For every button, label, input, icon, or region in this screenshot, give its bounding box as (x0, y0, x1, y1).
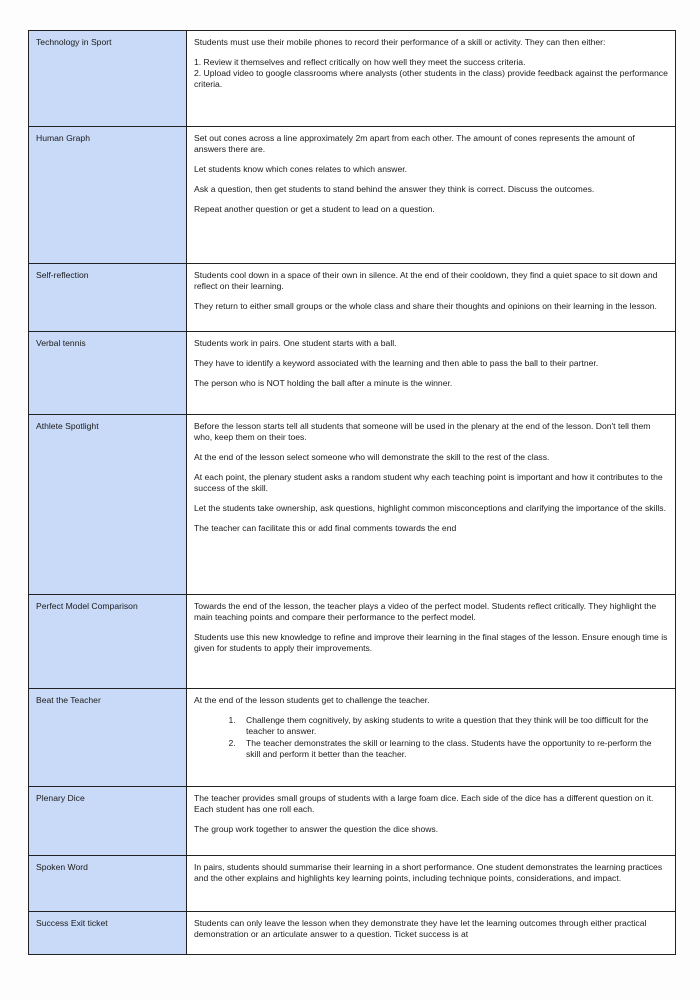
strategy-name: Plenary Dice (36, 793, 85, 803)
strategy-name-cell (29, 787, 187, 856)
strategy-description-cell (187, 912, 676, 955)
strategy-name-cell (29, 332, 187, 415)
strategy-description-cell (187, 31, 676, 127)
description-paragraph: Let students know which cones relates to which answer. (194, 164, 408, 174)
strategy-description-cell (187, 595, 676, 689)
table-row (29, 332, 676, 415)
numbered-list (194, 715, 668, 760)
strategy-name-cell (29, 689, 187, 787)
description-paragraph: Set out cones across a line approximately 2m apart from each other. The amount of cones represents the amount of answers there are. (194, 133, 635, 154)
strategy-description-cell (187, 127, 676, 264)
strategy-description-cell (187, 415, 676, 595)
strategy-name-cell (29, 595, 187, 689)
table-row (29, 689, 676, 787)
strategy-name: Verbal tennis (36, 338, 86, 348)
plenary-strategies-table (28, 30, 676, 955)
strategy-description-cell (187, 689, 676, 787)
strategy-name: Technology in Sport (36, 37, 112, 47)
table-row (29, 31, 676, 127)
description-paragraph: Students can only leave the lesson when they demonstrate they have let the learning outcomes through either practical demonstration or an articulate answer to a question. Ticket success is at (194, 918, 647, 939)
description-paragraph: They return to either small groups or the whole class and share their thoughts and opinions on their learning in the lesson. (194, 301, 657, 311)
description-paragraph: Students must use their mobile phones to record their performance of a skill or activity. They can then either: (194, 37, 606, 47)
description-paragraph: At each point, the plenary student asks a random student why each teaching point is important and how it contributes to the success of the skill. (194, 472, 663, 493)
strategy-name: Success Exit ticket (36, 918, 108, 928)
table-row (29, 127, 676, 264)
description-paragraph: 1. Review it themselves and reflect critically on how well they meet the success criteria. (194, 57, 526, 67)
table-row (29, 856, 676, 912)
strategy-name-cell (29, 856, 187, 912)
description-paragraph: Let the students take ownership, ask questions, highlight common misconceptions and clarifying the importance of the skills. (194, 503, 666, 513)
description-paragraph: Repeat another question or get a student to lead on a question. (194, 204, 435, 214)
description-paragraph: They have to identify a keyword associated with the learning and then able to pass the ball to their partner. (194, 358, 599, 368)
list-item: 2. The teacher demonstrates the skill or learning to the class. Students have the opportunity to re-perform the skill and perform it better than the teacher. (238, 738, 668, 760)
strategy-name: Human Graph (36, 133, 90, 143)
description-paragraph: The person who is NOT holding the ball after a minute is the winner. (194, 378, 453, 388)
table-row (29, 264, 676, 332)
strategy-name-cell (29, 415, 187, 595)
description-paragraph: Students use this new knowledge to refine and improve their learning in the final stages of the lesson. Ensure enough time is given for students to apply their improvements. (194, 632, 668, 653)
description-paragraph: Before the lesson starts tell all students that someone will be used in the plenary at the end of the lesson. Don't tell them who, keep them on their toes. (194, 421, 651, 442)
strategy-name-cell (29, 31, 187, 127)
table-body (29, 31, 676, 955)
description-paragraph: The group work together to answer the question the dice shows. (194, 824, 439, 834)
description-paragraph: The teacher can facilitate this or add final comments towards the end (194, 523, 457, 533)
strategy-name: Spoken Word (36, 862, 88, 872)
strategy-name-cell (29, 912, 187, 955)
strategy-name-cell (29, 127, 187, 264)
description-paragraph: The teacher provides small groups of students with a large foam dice. Each side of the dice has a different question on it. Each student has one roll each. (194, 793, 654, 814)
table-row (29, 415, 676, 595)
description-paragraph: In pairs, students should summarise their learning in a short performance. One student demonstrates the learning practices and the other explains and highlights key learning points, including technique points, considerations, and impact. (194, 862, 663, 883)
description-paragraph: At the end of the lesson students get to challenge the teacher. (194, 695, 430, 705)
description-paragraph: Students work in pairs. One student starts with a ball. (194, 338, 397, 348)
table-row (29, 912, 676, 955)
strategy-name: Athlete Spotlight (36, 421, 99, 431)
strategy-description-cell (187, 787, 676, 856)
description-paragraph: Towards the end of the lesson, the teacher plays a video of the perfect model. Students reflect critically. They highlight the main teaching points and compare their performance to the perfect model. (194, 601, 657, 622)
strategy-name: Perfect Model Comparison (36, 601, 138, 611)
description-paragraph: 2. Upload video to google classrooms where analysts (other students in the class) provide feedback against the performance criteria. (194, 68, 668, 89)
list-item: 1. Challenge them cognitively, by asking students to write a question that they think will be too difficult for the teacher to answer. (238, 715, 668, 737)
table-row (29, 595, 676, 689)
strategy-description-cell (187, 332, 676, 415)
description-paragraph: Students cool down in a space of their own in silence. At the end of their cooldown, they find a quiet space to sit down and reflect on their learning. (194, 270, 658, 291)
strategy-name-cell (29, 264, 187, 332)
table-row (29, 787, 676, 856)
description-paragraph: At the end of the lesson select someone who will demonstrate the skill to the rest of the class. (194, 452, 550, 462)
strategy-name: Self-reflection (36, 270, 89, 280)
strategy-description-cell (187, 264, 676, 332)
description-paragraph: Ask a question, then get students to stand behind the answer they think is correct. Discuss the outcomes. (194, 184, 595, 194)
strategy-description-cell (187, 856, 676, 912)
strategy-name: Beat the Teacher (36, 695, 101, 705)
